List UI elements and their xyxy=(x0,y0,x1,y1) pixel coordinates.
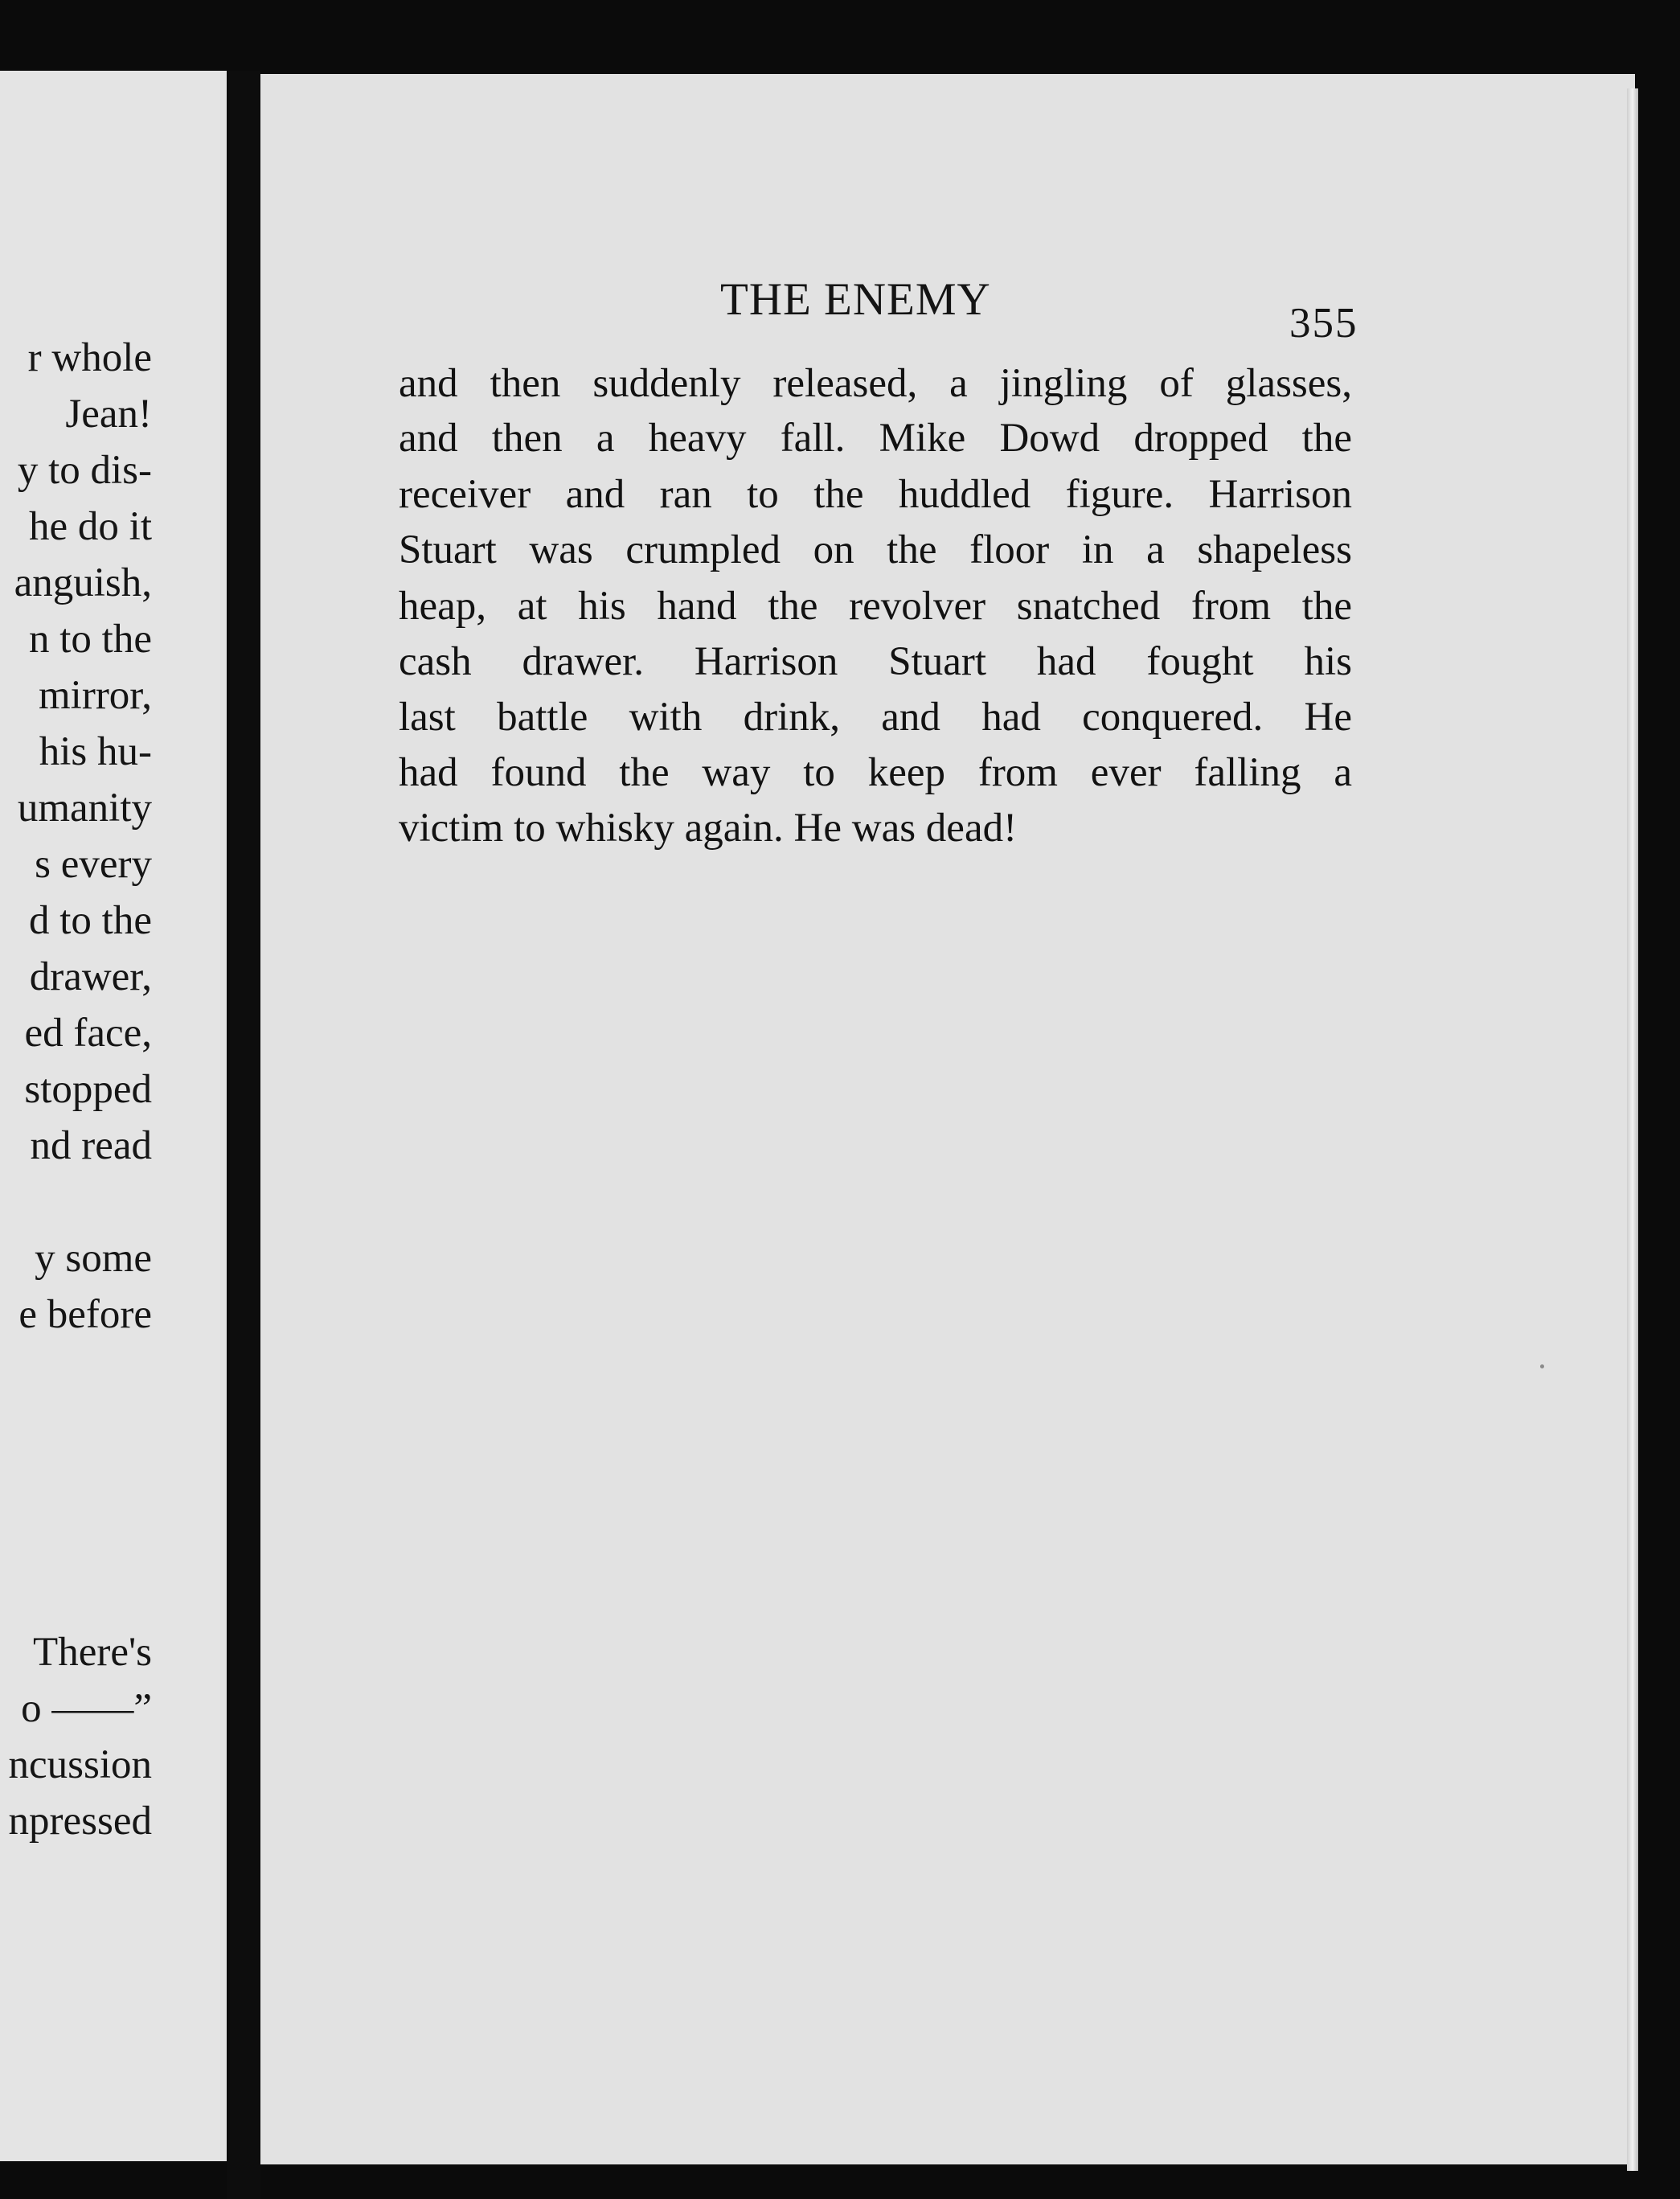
scan-speck xyxy=(1540,1364,1544,1368)
previous-page-line: nd read xyxy=(30,1123,152,1168)
previous-page-line: y to dis- xyxy=(17,448,152,493)
body-text-line: last battle with drink, and had conquered. He xyxy=(399,695,1352,740)
previous-page-line: There's xyxy=(33,1630,152,1675)
body-text-line: had found the way to keep from ever falling a xyxy=(399,750,1352,795)
current-page xyxy=(260,74,1635,2164)
body-text-line: receiver and ran to the huddled figure. Harrison xyxy=(399,472,1352,517)
previous-page-line: drawer, xyxy=(29,954,152,999)
previous-page-line: he do it xyxy=(29,504,152,549)
body-text-line: Stuart was crumpled on the floor in a shapeless xyxy=(399,527,1352,572)
previous-page-line: mirror, xyxy=(39,673,152,718)
body-text-line: heap, at his hand the revolver snatched from the xyxy=(399,584,1352,629)
previous-page-line: stopped xyxy=(24,1067,152,1112)
body-text-line: and then a heavy fall. Mike Dowd dropped the xyxy=(399,416,1352,461)
previous-page-line: o ——” xyxy=(21,1686,152,1731)
page-edge xyxy=(1627,88,1638,2171)
previous-page-line: ncussion xyxy=(8,1742,152,1787)
page-number: 355 xyxy=(1289,300,1358,347)
previous-page-line: d to the xyxy=(29,898,152,943)
book-gutter xyxy=(227,71,260,2199)
previous-page-line: y some xyxy=(35,1236,152,1281)
body-text-line: victim to whisky again. He was dead! xyxy=(399,806,1018,851)
body-text-line: cash drawer. Harrison Stuart had fought his xyxy=(399,639,1352,684)
previous-page xyxy=(0,71,227,2161)
running-head: THE ENEMY xyxy=(720,274,991,325)
previous-page-line: s every xyxy=(35,842,152,887)
previous-page-line: his hu- xyxy=(39,729,152,774)
previous-page-line: anguish, xyxy=(14,560,152,605)
previous-page-line: npressed xyxy=(8,1799,152,1844)
previous-page-line: umanity xyxy=(17,786,152,831)
previous-page-line: r whole xyxy=(27,335,152,380)
previous-page-line: Jean! xyxy=(65,392,152,437)
previous-page-line: n to the xyxy=(29,617,152,662)
body-text-line: and then suddenly released, a jingling of glasses, xyxy=(399,361,1352,406)
previous-page-line: e before xyxy=(18,1292,152,1337)
previous-page-line: ed face, xyxy=(24,1011,152,1056)
